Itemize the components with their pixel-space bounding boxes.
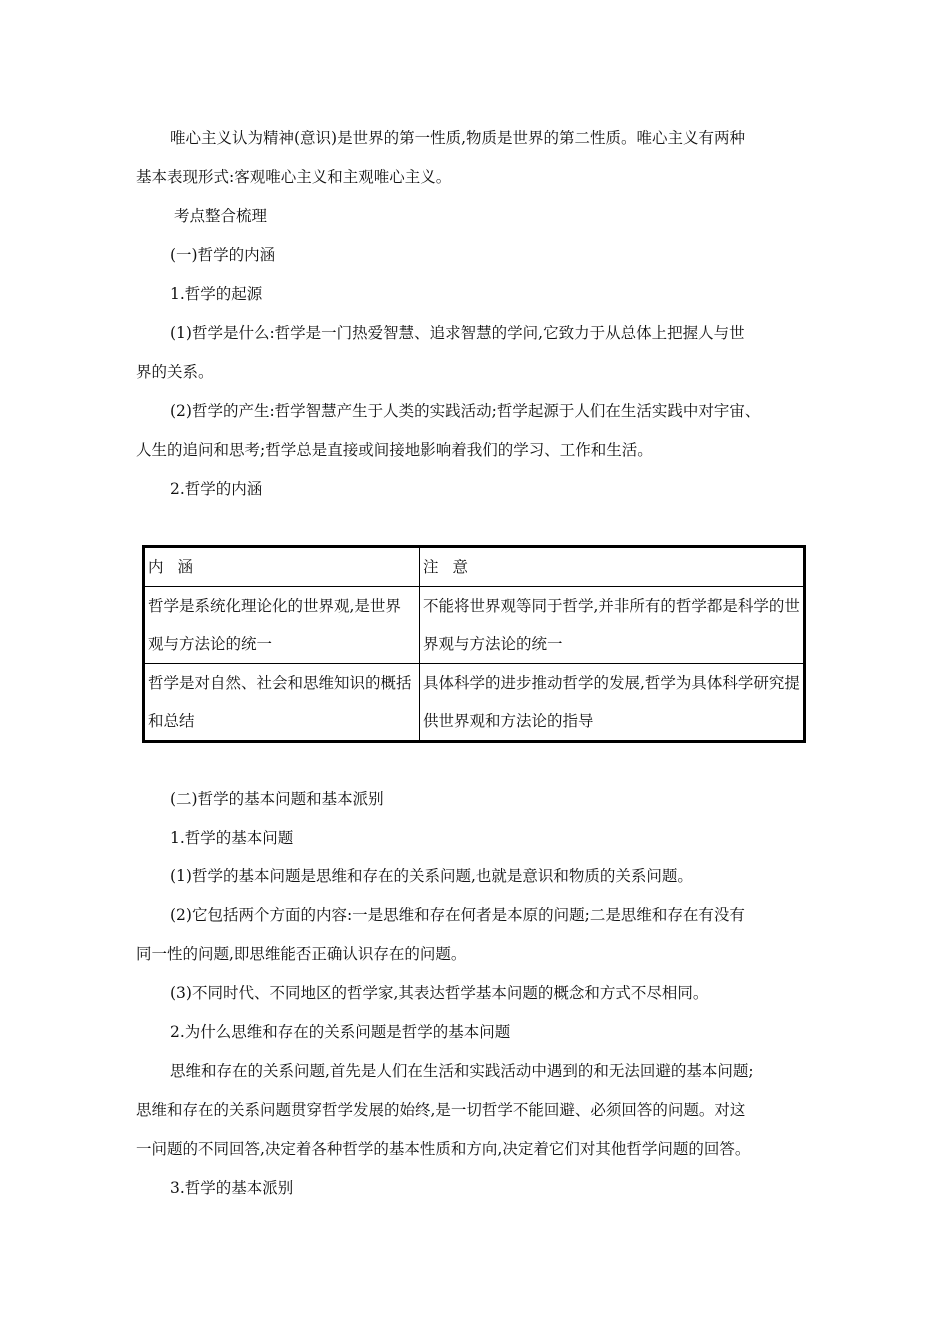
table-cell: 哲学是系统化理论化的世界观,是世界观与方法论的统一: [144, 587, 420, 664]
section-heading-review: 考点整合梳理: [174, 207, 268, 225]
table-cell: 不能将世界观等同于哲学,并非所有的哲学都是科学的世界观与方法论的统一: [420, 587, 805, 664]
paragraph-what-is-philosophy-line1: (1)哲学是什么:哲学是一门热爱智慧、追求智慧的学问,它致力于从总体上把握人与世: [170, 324, 745, 342]
paragraph-idealism-line1: 唯心主义认为精神(意识)是世界的第一性质,物质是世界的第二性质。唯心主义有两种: [170, 129, 746, 147]
item-heading-why-basic: 2.为什么思维和存在的关系问题是哲学的基本问题: [170, 1023, 511, 1041]
table-cell: 哲学是对自然、社会和思维知识的概括和总结: [144, 664, 420, 742]
paragraph-basic-question-2-line1: (2)它包括两个方面的内容:一是思维和存在何者是本原的问题;二是思维和存在有没有: [170, 906, 745, 924]
item-heading-basic-question: 1.哲学的基本问题: [170, 829, 294, 847]
table-row: [144, 587, 805, 664]
paragraph-basic-question-1: (1)哲学的基本问题是思维和存在的关系问题,也就是意识和物质的关系问题。: [170, 867, 693, 885]
table-cell: 具体科学的进步推动哲学的发展,哲学为具体科学研究提供世界观和方法论的指导: [420, 664, 805, 742]
paragraph-idealism-line2: 基本表现形式:客观唯心主义和主观唯心主义。: [136, 168, 452, 186]
table-header-note: 注意: [420, 547, 805, 587]
paragraph-basic-question-2-line2: 同一性的问题,即思维能否正确认识存在的问题。: [136, 945, 467, 963]
table-header-connotation: 内涵: [144, 547, 420, 587]
item-heading-basic-schools: 3.哲学的基本派别: [170, 1179, 294, 1197]
paragraph-why-basic-line1: 思维和存在的关系问题,首先是人们在生活和实践活动中遇到的和无法回避的基本问题;: [170, 1062, 754, 1080]
connotation-table: [142, 545, 806, 743]
item-heading-origin: 1.哲学的起源: [170, 285, 263, 303]
table-header-row: [144, 547, 805, 587]
paragraph-why-basic-line2: 思维和存在的关系问题贯穿哲学发展的始终,是一切哲学不能回避、必须回答的问题。对这: [136, 1101, 746, 1119]
table-row: [144, 664, 805, 742]
paragraph-why-basic-line3: 一问题的不同回答,决定着各种哲学的基本性质和方向,决定着它们对其他哲学问题的回答。: [136, 1140, 751, 1158]
paragraph-origin-line1: (2)哲学的产生:哲学智慧产生于人类的实践活动;哲学起源于人们在生活实践中对宇宙、: [170, 402, 761, 420]
subsection-heading-basic-question: (二)哲学的基本问题和基本派别: [170, 790, 384, 808]
paragraph-basic-question-3: (3)不同时代、不同地区的哲学家,其表达哲学基本问题的概念和方式不尽相同。: [170, 984, 709, 1002]
subsection-heading-connotation: (一)哲学的内涵: [170, 246, 276, 264]
item-heading-connotation: 2.哲学的内涵: [170, 480, 263, 498]
paragraph-what-is-philosophy-line2: 界的关系。: [136, 363, 214, 381]
paragraph-origin-line2: 人生的追问和思考;哲学总是直接或间接地影响着我们的学习、工作和生活。: [136, 441, 653, 459]
